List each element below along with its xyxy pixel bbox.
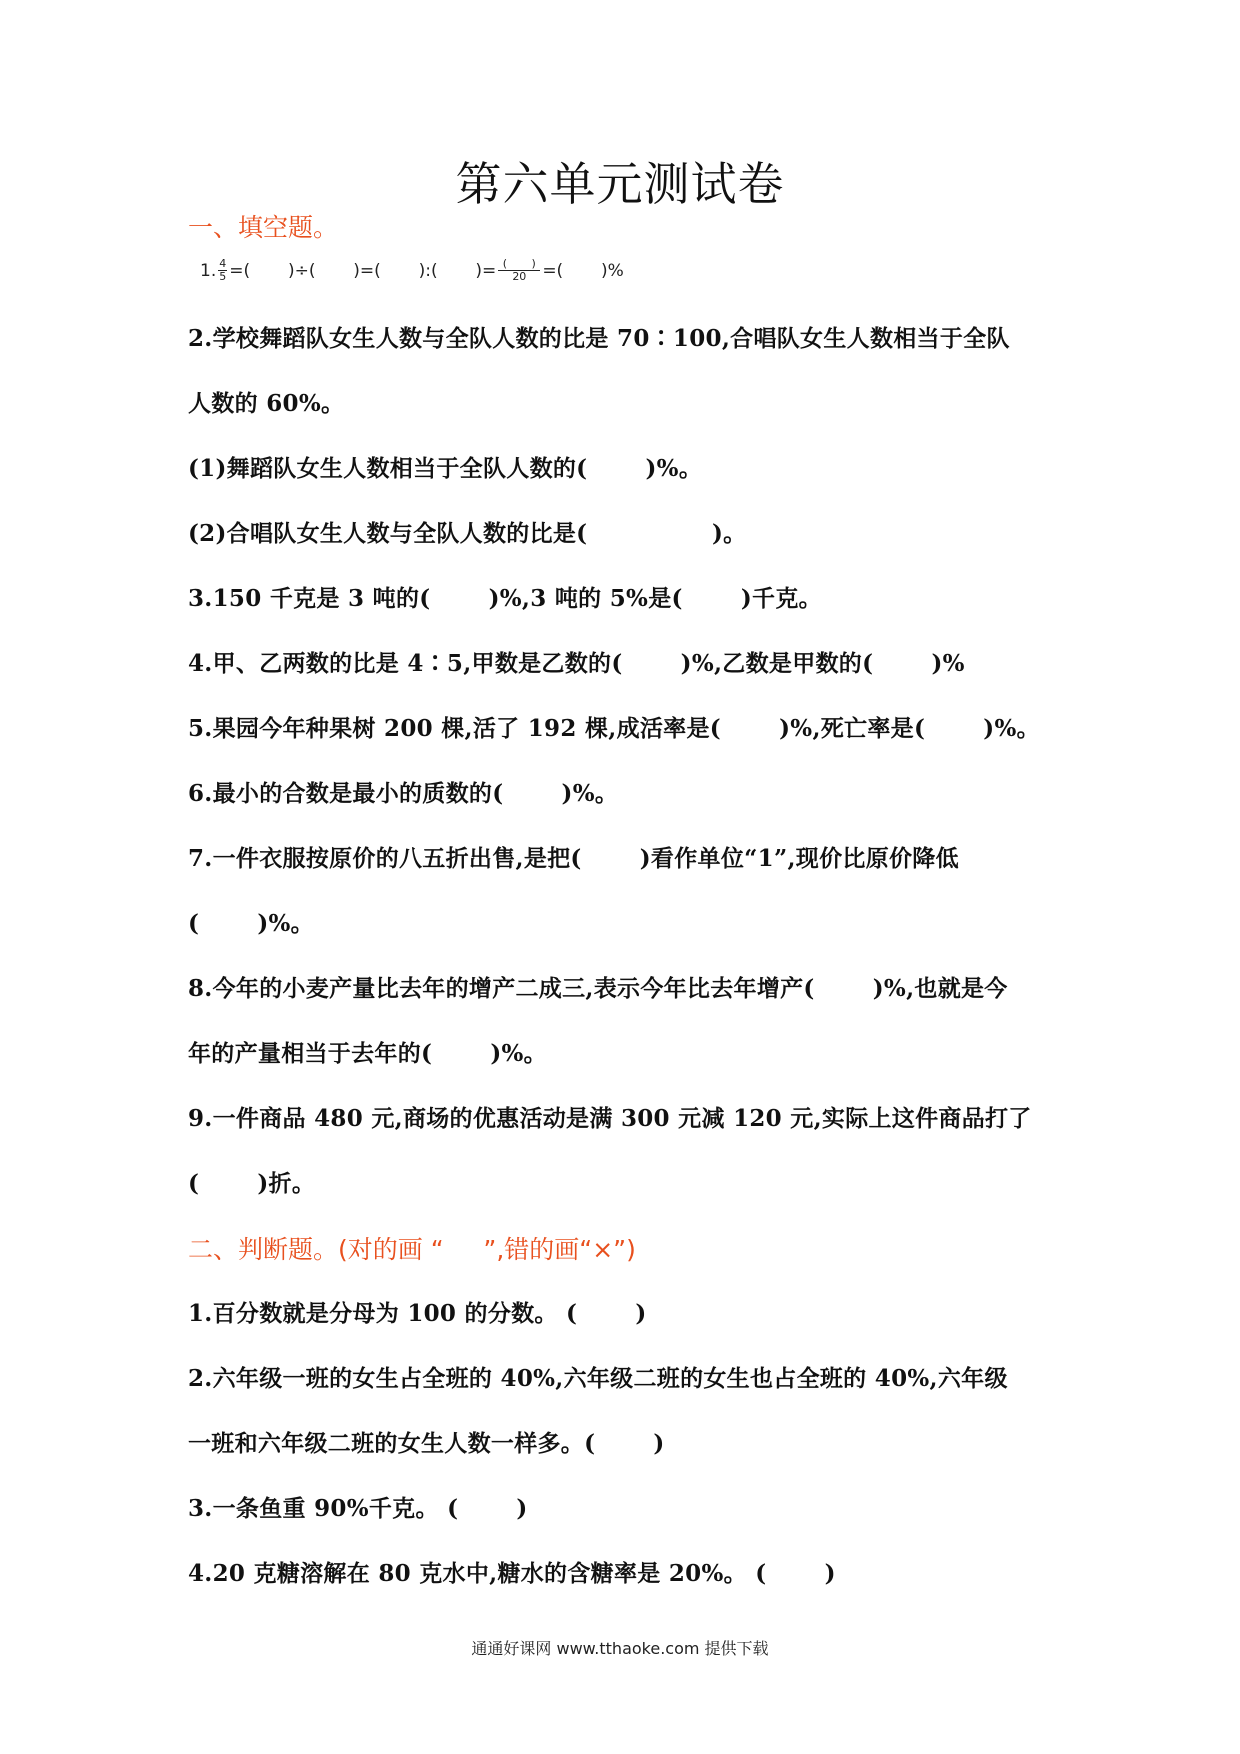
page-footer: 通通好课网 www.tthaoke.com 提供下载 — [471, 1639, 769, 1658]
question-2-sub-1: (1)舞蹈队女生人数相当于全队人数的( )%。 — [188, 455, 703, 482]
question-8-line-1: 8.今年的小麦产量比去年的增产二成三,表示今年比去年增产( )%,也就是今 — [188, 975, 1008, 1002]
question-7-line-1: 7.一件衣服按原价的八五折出售,是把( )看作单位“1”,现价比原价降低 — [188, 845, 959, 872]
question-4: 4.甲、乙两数的比是 4∶5,甲数是乙数的( )%,乙数是甲数的( )% — [188, 650, 965, 677]
fraction-numerator-blank: ( ) — [498, 258, 540, 271]
fraction-four-fifths — [218, 258, 227, 283]
judgment-2-line-2: 一班和六年级二班的女生人数一样多。( ) — [188, 1430, 665, 1457]
question-8-line-2: 年的产量相当于去年的( )%。 — [188, 1040, 547, 1067]
fraction-denominator: 5 — [219, 270, 227, 283]
question-2-line-1: 2.学校舞蹈队女生人数与全队人数的比是 70∶100,合唱队女生人数相当于全队 — [188, 325, 1010, 352]
judgment-4: 4.20 克糖溶解在 80 克水中,糖水的含糖率是 20%。 ( ) — [188, 1560, 836, 1587]
question-2-sub-2: (2)合唱队女生人数与全队人数的比是( )。 — [188, 520, 747, 547]
page-title: 第六单元测试卷 — [455, 157, 785, 211]
judgment-3: 3.一条鱼重 90%千克。 ( ) — [188, 1495, 528, 1522]
fraction-numerator: 4 — [219, 257, 227, 270]
question-7-line-2: ( )%。 — [188, 910, 314, 937]
question-1-equalities: =( )÷( )=( ):( )= — [229, 260, 497, 281]
question-3: 3.150 千克是 3 吨的( )%,3 吨的 5%是( )千克。 — [188, 585, 822, 612]
question-9-line-1: 9.一件商品 480 元,商场的优惠活动是满 300 元减 120 元,实际上这件商品打了 — [188, 1105, 1032, 1132]
question-1-number: 1. — [200, 260, 217, 281]
question-1-percent: =( )% — [542, 260, 624, 281]
question-5: 5.果园今年种果树 200 棵,活了 192 棵,成活率是( )%,死亡率是( )%。 — [188, 715, 1040, 742]
question-9-line-2: ( )折。 — [188, 1170, 316, 1197]
question-2-line-2: 人数的 60%。 — [188, 390, 345, 417]
section-heading-fill-blank: 一、填空题。 — [188, 213, 339, 242]
judgment-1: 1.百分数就是分母为 100 的分数。 ( ) — [188, 1300, 647, 1327]
fraction-over-twenty — [498, 258, 540, 283]
question-1-formula — [200, 258, 624, 283]
judgment-2-line-1: 2.六年级一班的女生占全班的 40%,六年级二班的女生也占全班的 40%,六年级 — [188, 1365, 1008, 1392]
section-heading-true-false: 二、判断题。(对的画 “ ”,错的画“×”) — [188, 1235, 636, 1264]
question-6: 6.最小的合数是最小的质数的( )%。 — [188, 780, 619, 807]
fraction-denominator: 20 — [512, 270, 527, 283]
